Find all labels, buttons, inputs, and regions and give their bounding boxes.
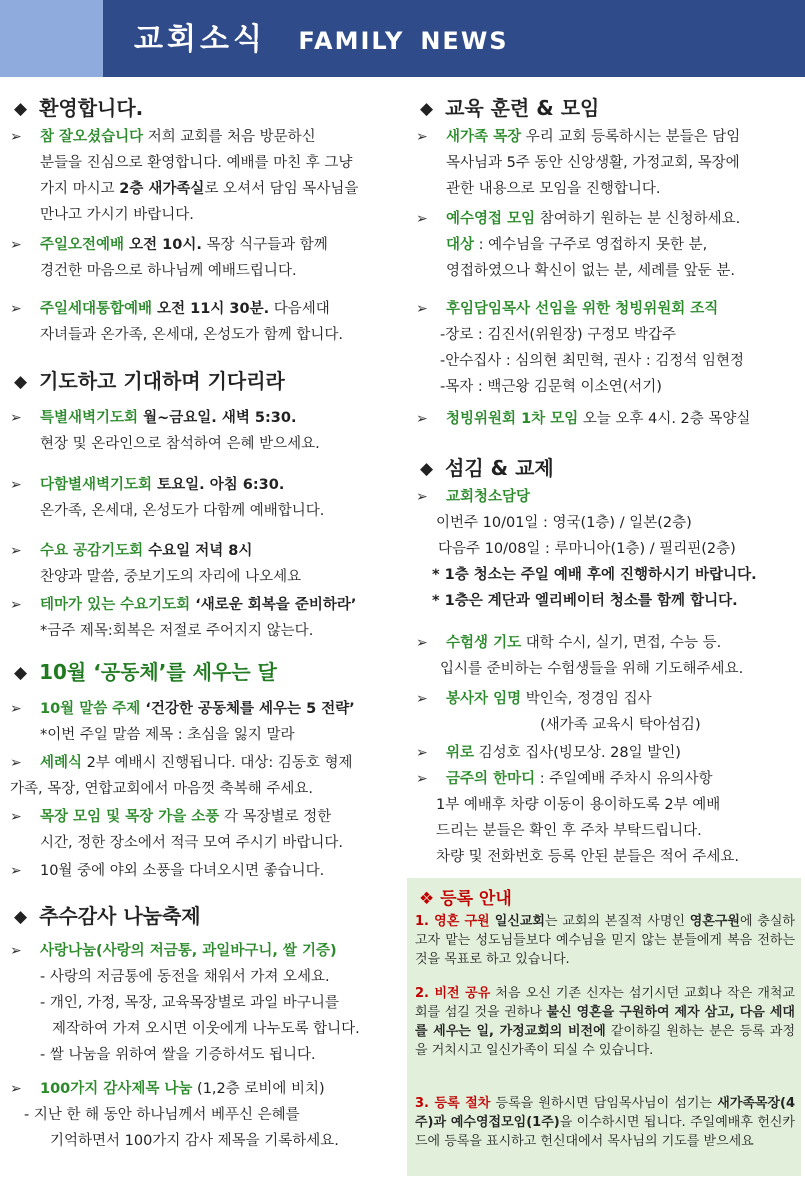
- prayer-item-saturday-dawn: ➢ 다함별새벽기도회 토요일. 아침 6:30. 온가족, 온세대, 온성도가 다함께 예배합니다.: [10, 472, 402, 524]
- education-item-new-family: ➢ 새가족 목장 우리 교회 등록하시는 분들은 담임 목사님과 5주 동안 신앙생활, 가정교회, 목장에 관한 내용으로 모임을 진행합니다.: [416, 124, 802, 202]
- arrow-bullet-icon: ➢: [10, 301, 22, 317]
- diamond-icon: ◆: [14, 663, 28, 683]
- section-heading-education: ◆ 교육 훈련 & 모임: [420, 96, 600, 120]
- community-item-outdoor: ➢ 10월 중에 야외 소풍을 다녀오시면 좋습니다.: [10, 858, 402, 884]
- arrow-bullet-icon: ➢: [10, 809, 22, 825]
- section-heading-service: ◆ 섬김 & 교제: [420, 456, 554, 480]
- community-item-picnic: ➢ 목장 모임 및 목장 가을 소풍 각 목장별로 정한 시간, 정한 장소에서 적극 모여 주시기 바랍니다.: [10, 804, 402, 856]
- prayer-item-wednesday: ➢ 수요 공감기도회 수요일 저녁 8시 찬양과 말씀, 중보기도의 자리에 나오세요: [10, 538, 402, 590]
- page-title: [134, 14, 525, 58]
- arrow-bullet-icon: ➢: [416, 411, 428, 427]
- section-heading-community: ◆ 10월 ‘공동체’를 세우는 달: [14, 660, 277, 684]
- section-heading-welcome: ◆ 환영합니다.: [14, 96, 144, 120]
- diamond-icon: ◆: [420, 459, 434, 479]
- welcome-item-first-visit: ➢ 참 잘오셨습니다 저희 교회를 처음 방문하신 분들을 진심으로 환영합니다. 예배를 마친 후 그냥 가지 마시고 2층 새가족실로 오셔서 담임 목사님을 만나고 가시기 바랍니다.: [10, 124, 402, 228]
- arrow-bullet-icon: ➢: [10, 477, 22, 493]
- section-heading-prayer: ◆ 기도하고 기대하며 기다리라: [14, 369, 285, 393]
- thanks-item-love-sharing: ➢ 사랑나눔(사랑의 저금통, 과일바구니, 쌀 기증) - 사랑의 저금통에 동전을 채워서 가져 오세요. - 개인, 가정, 목장, 교육목장별로 과일 바구니를 제작하여 가져 오시면 이웃에게 나누도록 합니다. - 쌀 나눔을 위하여 쌀을 기증하셔도 됩니다.: [10, 938, 402, 1068]
- service-item-volunteer: ➢ 봉사자 임명 박인숙, 정경임 집사 (새가족 교육시 탁아섬김): [416, 686, 802, 738]
- diamond-icon: ◆: [14, 907, 28, 927]
- registration-paragraph-2: 2. 비전 공유 처음 오신 기존 신자는 섬기시던 교회나 작은 개척교회를 섬길 것을 권하나 불신 영혼을 구원하여 제자 삼고, 다음 세대를 세우는 일, 가정교회의 비전에 같이하길 원하는 분은 등록 과정을 거치시고 일신가족이 되실 수 있습니다.: [415, 986, 796, 1058]
- arrow-bullet-icon: ➢: [10, 943, 22, 959]
- service-item-weekly-word: ➢ 금주의 한마디 : 주일예배 주차시 유의사항 1부 예배후 차량 이동이 용이하도록 2부 예배 드리는 분들은 확인 후 주차 부탁드립니다. 차량 및 전화번호 등록 안된 분들은 적어 주세요.: [416, 766, 802, 870]
- arrow-bullet-icon: ➢: [416, 635, 428, 651]
- thanks-item-100-thanks: ➢ 100가지 감사제목 나눔 (1,2층 로비에 비치) - 지난 한 해 동안 하나님께서 베푸신 은혜를 기억하면서 100가지 감사 제목을 기록하세요.: [10, 1076, 402, 1154]
- diamond-icon: ◆: [14, 372, 28, 392]
- diamond-bullet-icon: ❖: [419, 889, 435, 909]
- community-item-baptism: ➢ 세례식 2부 예배시 진행됩니다. 대상: 김동호 형제 가족, 목장, 연합교회에서 마음껏 축복해 주세요.: [10, 750, 402, 802]
- title-korean: 교회소식: [134, 22, 266, 57]
- arrow-bullet-icon: ➢: [416, 489, 428, 505]
- title-english: FAMILY NEWS: [298, 27, 509, 55]
- arrow-bullet-icon: ➢: [10, 129, 22, 145]
- community-item-sermon-theme: ➢ 10월 말씀 주제 ‘건강한 공동체를 세우는 5 전략’ *이번 주일 말씀 제목 : 초심을 잃지 말라: [10, 696, 402, 748]
- prayer-item-theme: ➢ 테마가 있는 수요기도회 ‘새로운 회복을 준비하라’ *금주 제목:회복은 저절로 주어지지 않는다.: [10, 592, 402, 644]
- service-item-cleaning: ➢ 교회청소담당 이번주 10/01일 : 영국(1층) / 일본(2층) 다음주 10/08일 : 루마니아(1층) / 필리핀(2층) * 1층 청소는 주일 예배 후에 진행하시기 바랍니다. * 1층은 계단과 엘리베이터 청소를 함께 합니다.: [416, 484, 802, 614]
- welcome-item-integrated-service: ➢ 주일세대통합예배 오전 11시 30분. 다음세대 자녀들과 온가족, 온세대, 온성도가 함께 합니다.: [10, 296, 402, 348]
- education-item-jesus-meeting: ➢ 예수영접 모임 참여하기 원하는 분 신청하세요. 대상 : 예수님을 구주로 영접하지 못한 분, 영접하였으나 확신이 없는 분, 세례를 앞둔 분.: [416, 206, 802, 284]
- arrow-bullet-icon: ➢: [10, 863, 22, 879]
- registration-paragraph-3: 3. 등록 절차 등록을 원하시면 담임목사님이 섬기는 새가족목장(4주)과 예수영접모임(1주)을 이수하시면 됩니다. 주일예배후 헌신카드에 등록을 표시하고 헌신대에서 목사님의 기도를 받으세요: [415, 1096, 795, 1149]
- registration-box: [407, 878, 801, 1176]
- header-accent-block: [0, 0, 103, 77]
- welcome-item-morning-service: ➢ 주일오전예배 오전 10시. 목장 식구들과 함께 경건한 마음으로 하나님께 예배드립니다.: [10, 232, 402, 284]
- arrow-bullet-icon: ➢: [416, 745, 428, 761]
- arrow-bullet-icon: ➢: [10, 701, 22, 717]
- arrow-bullet-icon: ➢: [10, 597, 22, 613]
- registration-title: ❖ 등록 안내: [419, 889, 512, 909]
- service-item-condolence: ➢ 위로 김성호 집사(빙모상. 28일 발인): [416, 740, 802, 766]
- arrow-bullet-icon: ➢: [416, 771, 428, 787]
- arrow-bullet-icon: ➢: [416, 691, 428, 707]
- arrow-bullet-icon: ➢: [10, 1081, 22, 1097]
- registration-paragraph-1: 1. 영혼 구원 일신교회는 교회의 본질적 사명인 영혼구원에 충실하고자 맡는 성도님들보다 예수님을 믿지 않는 분들에게 복음 전하는 것을 목표로 하고 있습니다.: [415, 914, 795, 967]
- arrow-bullet-icon: ➢: [416, 129, 428, 145]
- arrow-bullet-icon: ➢: [416, 211, 428, 227]
- section-heading-thanksgiving: ◆ 추수감사 나눔축제: [14, 904, 201, 928]
- education-item-search-committee: ➢ 후임담임목사 선임을 위한 청빙위원회 조직 -장로 : 김진서(위원장) 구정모 박갑주 -안수집사 : 심의현 최민혁, 권사 : 김정석 임현정 -목자 : 백근왕 김문혁 이소연(서기): [416, 296, 802, 400]
- diamond-icon: ◆: [14, 99, 28, 119]
- arrow-bullet-icon: ➢: [10, 755, 22, 771]
- arrow-bullet-icon: ➢: [10, 410, 22, 426]
- diamond-icon: ◆: [420, 99, 434, 119]
- education-item-first-meeting: ➢ 청빙위원회 1차 모임 오늘 오후 4시. 2층 목양실: [416, 406, 802, 432]
- arrow-bullet-icon: ➢: [416, 301, 428, 317]
- prayer-item-special-dawn: ➢ 특별새벽기도회 월~금요일. 새벽 5:30. 현장 및 온라인으로 참석하여 은혜 받으세요.: [10, 405, 402, 457]
- arrow-bullet-icon: ➢: [10, 543, 22, 559]
- arrow-bullet-icon: ➢: [10, 237, 22, 253]
- service-item-exam-prayer: ➢ 수험생 기도 대학 수시, 실기, 면접, 수능 등. 입시를 준비하는 수험생들을 위해 기도해주세요.: [416, 630, 802, 682]
